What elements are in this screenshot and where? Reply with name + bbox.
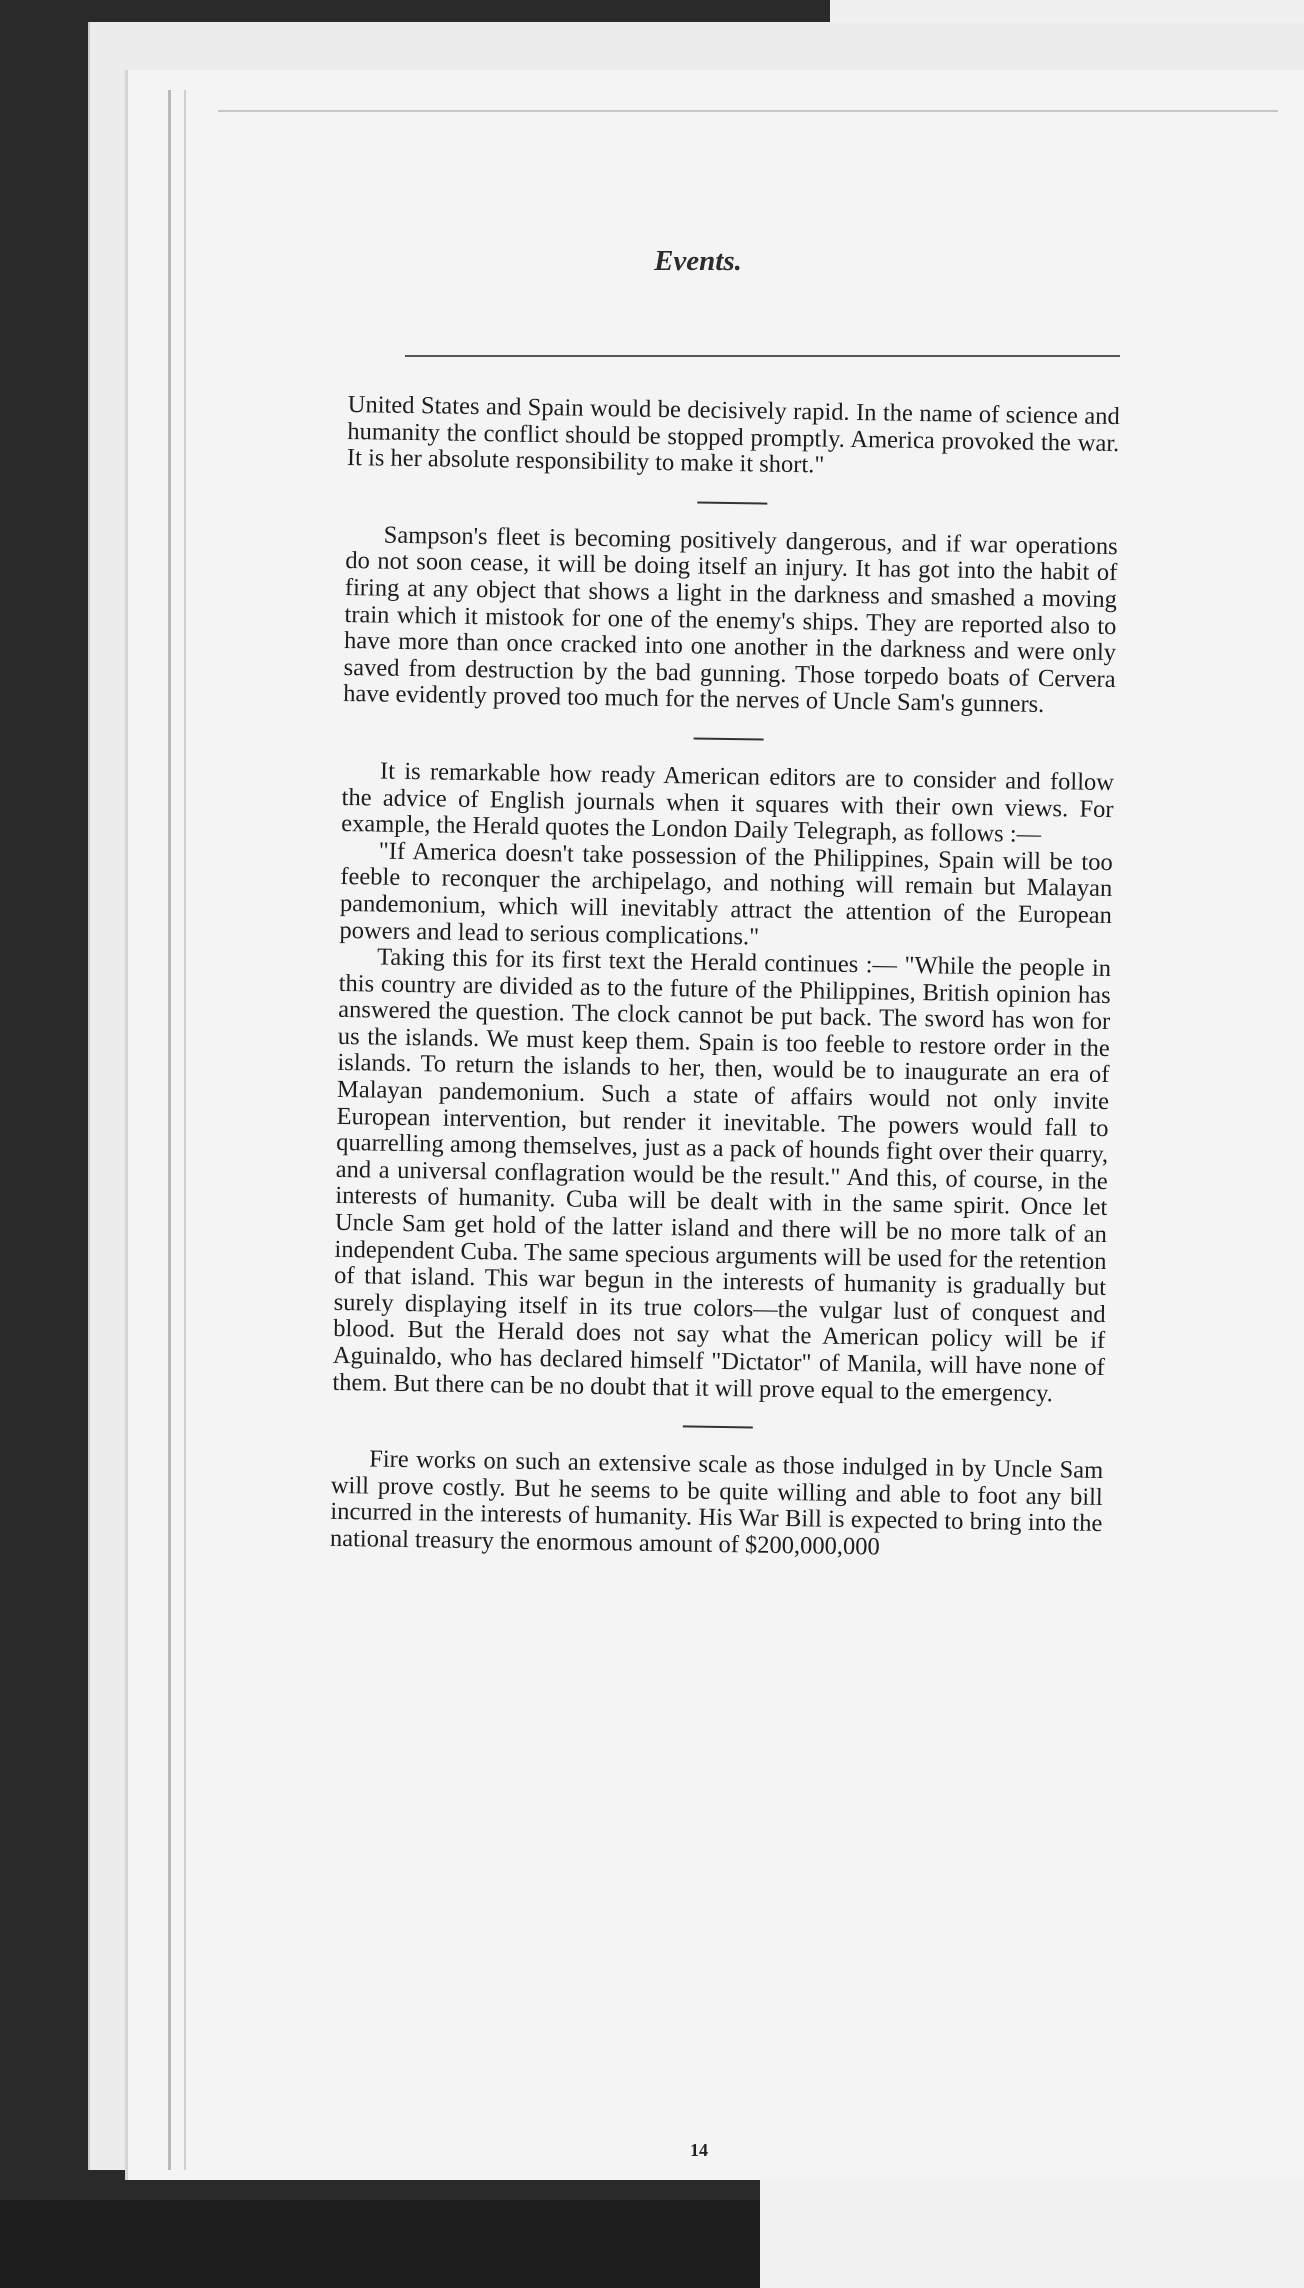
- paragraph-sampson-fleet: Sampson's fleet is becoming positively dangerous, and if war operations do not soon cease, it will be doing itself an injury. It has got into the habit of firing at any object that shows a light in the darkness and smashed a moving train which it mistook for one of the enemy's ships. They are reported also to have more than once cracked into one another in the darkness and were only saved from destruction by the bad gunning. Those torpedo boats of Cervera have evidently proved too much for the nerves of Uncle Sam's gunners.: [343, 521, 1118, 719]
- background-paper-bottom: [760, 2180, 1304, 2288]
- paragraph-telegraph-quote: "If America doesn't take possession of the Philippines, Spain will be too feeble to reconquer the archipelago, and nothing will remain but Malayan pandemonium, which will inevitably attract the attention of the European powers and lead to serious complications.": [339, 837, 1113, 951]
- header-rule: [405, 355, 1120, 357]
- paragraph-fire-works: Fire works on such an extensive scale as those indulged in by Uncle Sam will prove costly. But he seems to be quite willing and able to foot any bill incurred in the interests of humanity. His War Bill is expected to bring into the national treasury the enormous amount of $200,000,000: [329, 1445, 1104, 1561]
- section-divider: [697, 501, 767, 504]
- section-divider: [694, 737, 764, 740]
- top-rule: [218, 110, 1278, 112]
- spine-line: [168, 90, 171, 2170]
- paragraph-herald-continues: Taking this for its first text the Herald continues :— "While the people in this country are divided as to the future of the Philippines, British opinion has answered the question. The clock cannot be put back. The sword has won for us the islands. We must keep them. Spain is too feeble to restore order in the islands. To return the islands to her, then, would be to inaugurate an era of Malayan pandemonium. Such a state of affairs would not only invite European intervention, but render it inevitable. The powers would fall to quarrelling among themselves, just as a pack of hounds fight over their quarry, and a universal conflagration would be the result." And this, of course, in the interests of humanity. Cuba will be dealt with in the same spirit. Once let Uncle Sam get hold of the latter island and there will be no more talk of an independent Cuba. The same specious arguments will be used for the retention of that island. This war begun in the interests of humanity is gradually but surely displaying itself in its true colors—the vulgar lust of conquest and blood. But the Herald does not say what the American policy will be if Aguinaldo, who has declared himself "Dictator" of Manila, will have none of them. But there can be no doubt that it will prove equal to the emergency.: [332, 943, 1112, 1407]
- running-header: Events.: [654, 245, 742, 277]
- spine-line-inner: [184, 90, 186, 2170]
- paragraph-american-editors: It is remarkable how ready American editors are to consider and follow the advice of English journals when it squares with their own views. For example, the Herald quotes the London Daily Telegraph, as follows :—: [341, 757, 1115, 849]
- paragraph-continuation: United States and Spain would be decisively rapid. In the name of science and humanity the conflict should be stopped promptly. America provoked the war. It is her absolute responsibility to make it short.": [346, 391, 1120, 479]
- text-column: [330, 392, 1120, 1565]
- background-dark-bottom: [0, 2200, 760, 2288]
- section-divider: [683, 1426, 753, 1429]
- page-number: 14: [690, 2140, 708, 2160]
